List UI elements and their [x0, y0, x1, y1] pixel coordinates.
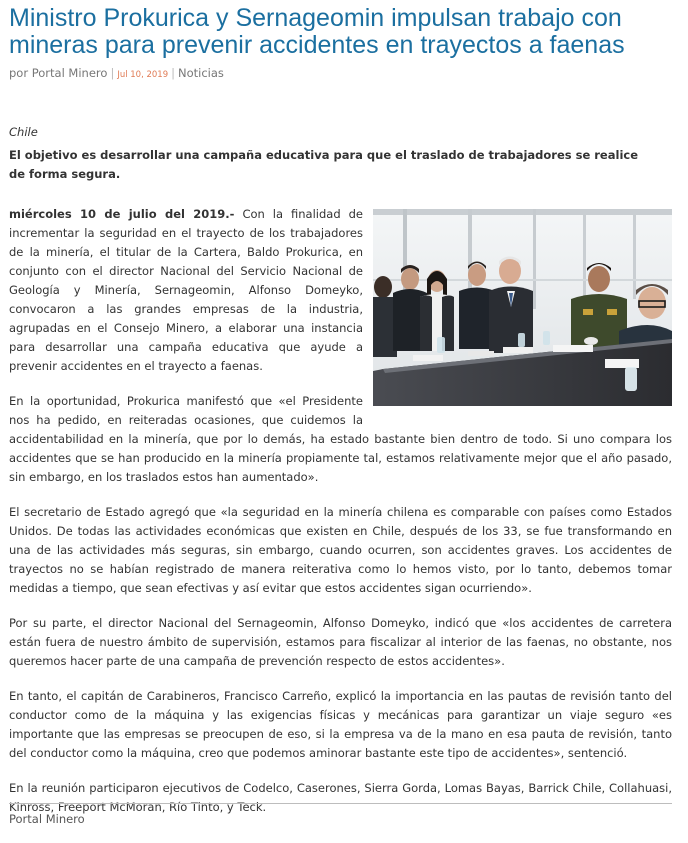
- article-title[interactable]: Ministro Prokurica y Sernageomin impulsan trabajo con mineras para prevenir accidentes en trayectos a faenas: [9, 4, 625, 59]
- meta-separator: |: [171, 66, 175, 80]
- paragraph: En la oportunidad, Prokurica manifestó que «el Presidente nos ha pedido, en reiteradas ocasiones, que cuidemos la accidentabilidad en la minería, que por lo demás, ha estado bastante bien dentro de todo. Si uno compara los accidentes que se han producido en la minería propiamente tal, estamos relativamente mejor que el año pasado, sin embargo, en los traslados estos han aumentado».: [9, 394, 672, 484]
- paragraph: En la reunión participaron ejecutivos de Codelco, Caserones, Sierra Gorda, Lomas Bayas, Barrick Chile, Collahuasi, Kinross, Freeport McMoran, Río Tinto, y Teck.: [9, 781, 672, 814]
- meta-separator: |: [110, 66, 115, 80]
- footer-divider: [9, 803, 672, 804]
- paragraph: El secretario de Estado agregó que «la seguridad en la minería chilena es comparable con países como Estados Unidos. De todas las actividades económicas que existen en Chile, después de los 33, se fue transformando en una de las actividades más seguras, sin embargo, cuando ocurren, son accidentes graves. Los accidentes de trayectos no se habían registrado de manera reiterativa como lo hemos visto, por lo tanto, debemos tomar medidas a tiempo, que sean efectivas y así evitar que estos accidentes sigan ocurriendo».: [9, 505, 672, 595]
- meta-date: Jul 10, 2019: [117, 70, 169, 80]
- paragraph-text: Con la finalidad de incrementar la seguridad en el trayecto de los trabajadores de la minería, el titular de la Cartera, Baldo Prokurica, en conjunto con el director Nacional del Servicio Nacional de Geología y Minería, Sernageomin, Alfonso Domeyko, convocaron a las grandes empresas de la industria, agrupadas en el Consejo Minero, a elaborar una instancia para desarrollar una campaña educativa que ayude a prevenir accidentes en el trayecto a faenas.: [9, 207, 364, 373]
- paragraph: Por su parte, el director Nacional del Sernageomin, Alfonso Domeyko, indicó que «los accidentes de carretera están fuera de nuestro ámbito de supervisión, estamos para fiscalizar al interior de las faenas, no obstante, nos queremos hacer parte de una campaña de prevención respecto de estos accidentes».: [9, 616, 672, 668]
- date-lead: miércoles 10 de julio del 2019.-: [9, 207, 235, 221]
- paragraph: En tanto, el capitán de Carabineros, Francisco Carreño, explicó la importancia en las pautas de revisión tanto del conductor como de la máquina y las exigencias físicas y mecánicas para garantizar un viaje seguro «es importante que las empresas se preocupen de eso, si la empresa va de la mano en esa pauta de revisión, tanto del conductor como la máquina, creo que podemos aminorar bastante este tipo de accidentes», sentenció.: [9, 689, 672, 760]
- footer-source: Portal Minero: [9, 812, 85, 826]
- meta-author-link[interactable]: Portal Minero: [31, 66, 108, 80]
- meeting-photo: [373, 209, 672, 406]
- meta-category-link[interactable]: Noticias: [178, 66, 224, 80]
- meta-by-prefix: por: [9, 66, 29, 80]
- article-body: [9, 205, 672, 833]
- article-meta: [9, 66, 224, 80]
- article-lead: El objetivo es desarrollar una campaña educativa para que el traslado de trabajadores se realice de forma segura.: [9, 148, 638, 181]
- article-location: Chile: [9, 125, 38, 139]
